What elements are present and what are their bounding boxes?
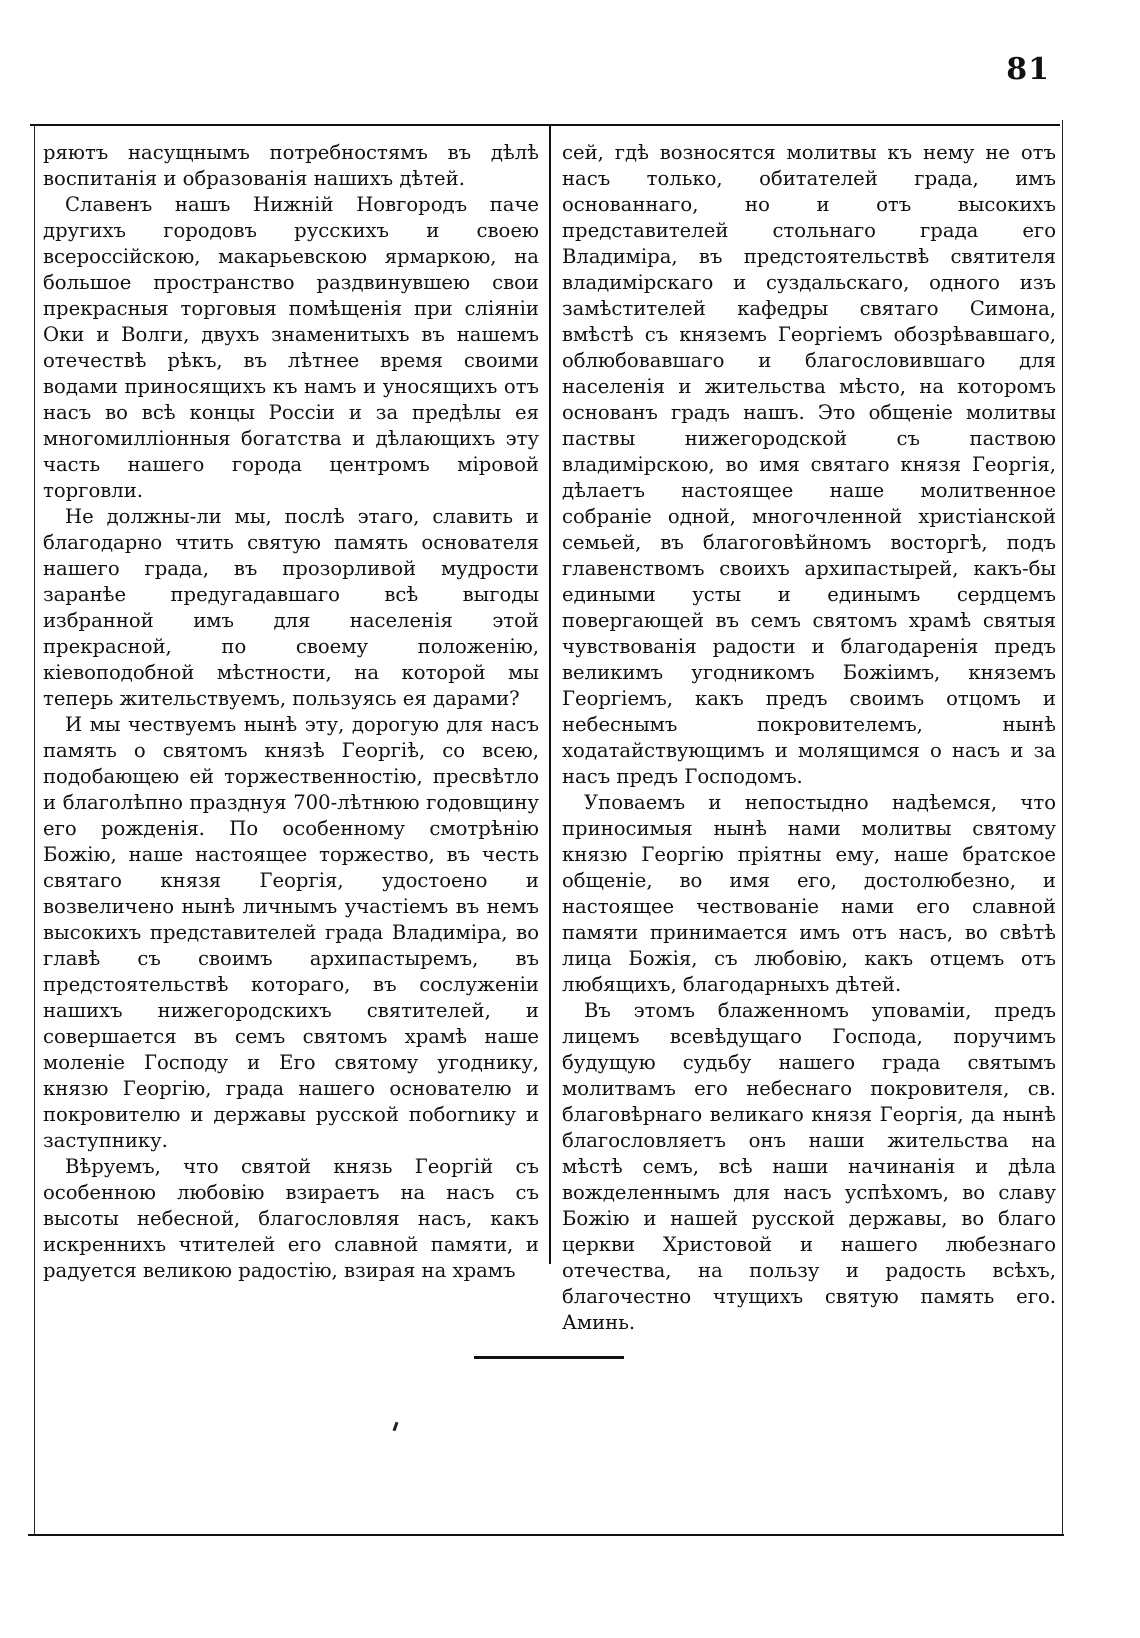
column-divider — [549, 126, 551, 1264]
left-paragraph-4: И мы чествуемъ нынѣ эту, дорогую для насъ память о святомъ князѣ Георгіѣ, со всею, подобающею ей торжественностію, пресвѣтло и благолѣпно празднуя 700-лѣтнюю годовщину его рожденія. По особенному смотрѣнію Божію, наше настоящее торжество, въ честь святаго князя Георгія, удостоено и возвеличено нынѣ личнымъ участіемъ въ немъ высокихъ представителей града Владиміра, во главѣ съ своимъ архипастыремъ, въ предстоятельствѣ котораго, въ сослуженіи нашихъ нижегородскихъ святителей, и совершается въ семъ святомъ храмѣ наше моленіе Господу и Его святому угоднику, князю Георгію, града нашего основателю и покровителю и державы русской побornику и заступнику. — [43, 713, 539, 1152]
frame-left-line — [34, 124, 35, 1534]
right-paragraph-1: сей, гдѣ возносятся молитвы къ нему не отъ насъ только, обитателей града, имъ основаннаго, но и отъ высокихъ представителей стольнаго града его Владиміра, въ предстоятельствѣ святителя владимірскаго и суздальскаго, одного изъ замѣстителей кафедры святаго Симона, вмѣстѣ съ княземъ Георгіемъ обозрѣвавшаго, облюбовавшаго и благословившаго для населенія и жительства мѣсто, на которомъ основанъ градъ нашъ. Это общеніе молитвы паствы нижегородской съ паствою владимірскою, во имя святаго князя Георгія, дѣлаетъ настоящее наше молитвенное собраніе одной, многочленной христіанской семьей, въ благоговѣйномъ восторгѣ, подъ главенствомъ своихъ архипастырей, какъ-бы едиными усты и единымъ сердцемъ повергающей въ семъ святомъ храмѣ святыя чувствованія радости и благодаренія предъ великимъ угодникомъ Божіимъ, княземъ Георгіемъ, какъ предъ своимъ отцомъ и небеснымъ покровителемъ, нынѣ ходатайствующимъ и молящимся о насъ и за насъ предъ Господомъ. — [562, 141, 1056, 788]
end-of-text-rule — [474, 1356, 624, 1359]
frame-right-line — [1062, 120, 1063, 1534]
left-paragraph-5: Вѣруемъ, что святой князь Георгій съ особенною любовію взираетъ на насъ съ высоты небесной, благословляя насъ, какъ искреннихъ чтителей его славной памяти, и радуется великою радостію, взирая на храмъ — [43, 1155, 539, 1282]
left-paragraph-1: ряютъ насущнымъ потребностямъ въ дѣлѣ воспитанія и образованія нашихъ дѣтей. — [43, 141, 539, 190]
left-paragraph-2: Славенъ нашъ Нижній Новгородъ паче другихъ городовъ русскихъ и своею всероссійскою, макарьевскою ярмаркою, на большое пространство раздвинувшею свои прекрасныя торговыя помѣщенія при сліяніи Оки и Волги, двухъ знаменитыхъ въ нашемъ отечествѣ рѣкъ, въ лѣтнее время своими водами приносящихъ къ намъ и уносящихъ отъ насъ во всѣ концы Россіи и за предѣлы ея многомилліонныя богатства и дѣлающихъ эту часть нашего города центромъ міровой торговли. — [43, 193, 539, 502]
page-number: 81 — [1006, 52, 1050, 87]
right-column — [562, 140, 1056, 1336]
left-paragraph-3: Не должны-ли мы, послѣ этаго, славить и благодарно чтить святую память основателя нашего града, въ прозорливой мудрости заранѣе предугадавшаго всѣ выгоды избранной имъ для населенія этой прекрасной, по своему положенію, кіевоподобной мѣстности, на которой мы теперь жительствуемъ, пользуясь ея дарами? — [43, 505, 539, 710]
right-paragraph-3: Въ этомъ блаженномъ уповаміи, предъ лицемъ всевѣдущаго Господа, поручимъ будущую судьбу нашего града святымъ молитвамъ его небеснаго покровителя, св. благовѣрнаго великаго князя Георгія, да нынѣ благословляетъ онъ наши жительства на мѣстѣ семъ, всѣ наши начинанія и дѣла вожделеннымъ для насъ успѣхомъ, во славу Божію и нашей русской державы, во благо церкви Христовой и нашего любезнаго отечества, на пользу и радость всѣхъ, благочестно чтущихъ святую память его. Аминь. — [562, 999, 1056, 1334]
footer-rule — [28, 1534, 1064, 1536]
header-rule — [30, 124, 1060, 126]
left-column — [43, 140, 539, 1284]
right-paragraph-2: Уповаемъ и непостыдно надѣемся, что приносимыя нынѣ нами молитвы святому князю Георгію пріятны ему, наше братское общеніе, во имя его, достолюбезно, и настоящее чествованіе нами его славной памяти принимается имъ отъ насъ, во свѣтѣ лица Божія, съ любовію, какъ отцемъ отъ любящихъ, благодарныхъ дѣтей. — [562, 791, 1056, 996]
ink-speck — [393, 1422, 399, 1431]
